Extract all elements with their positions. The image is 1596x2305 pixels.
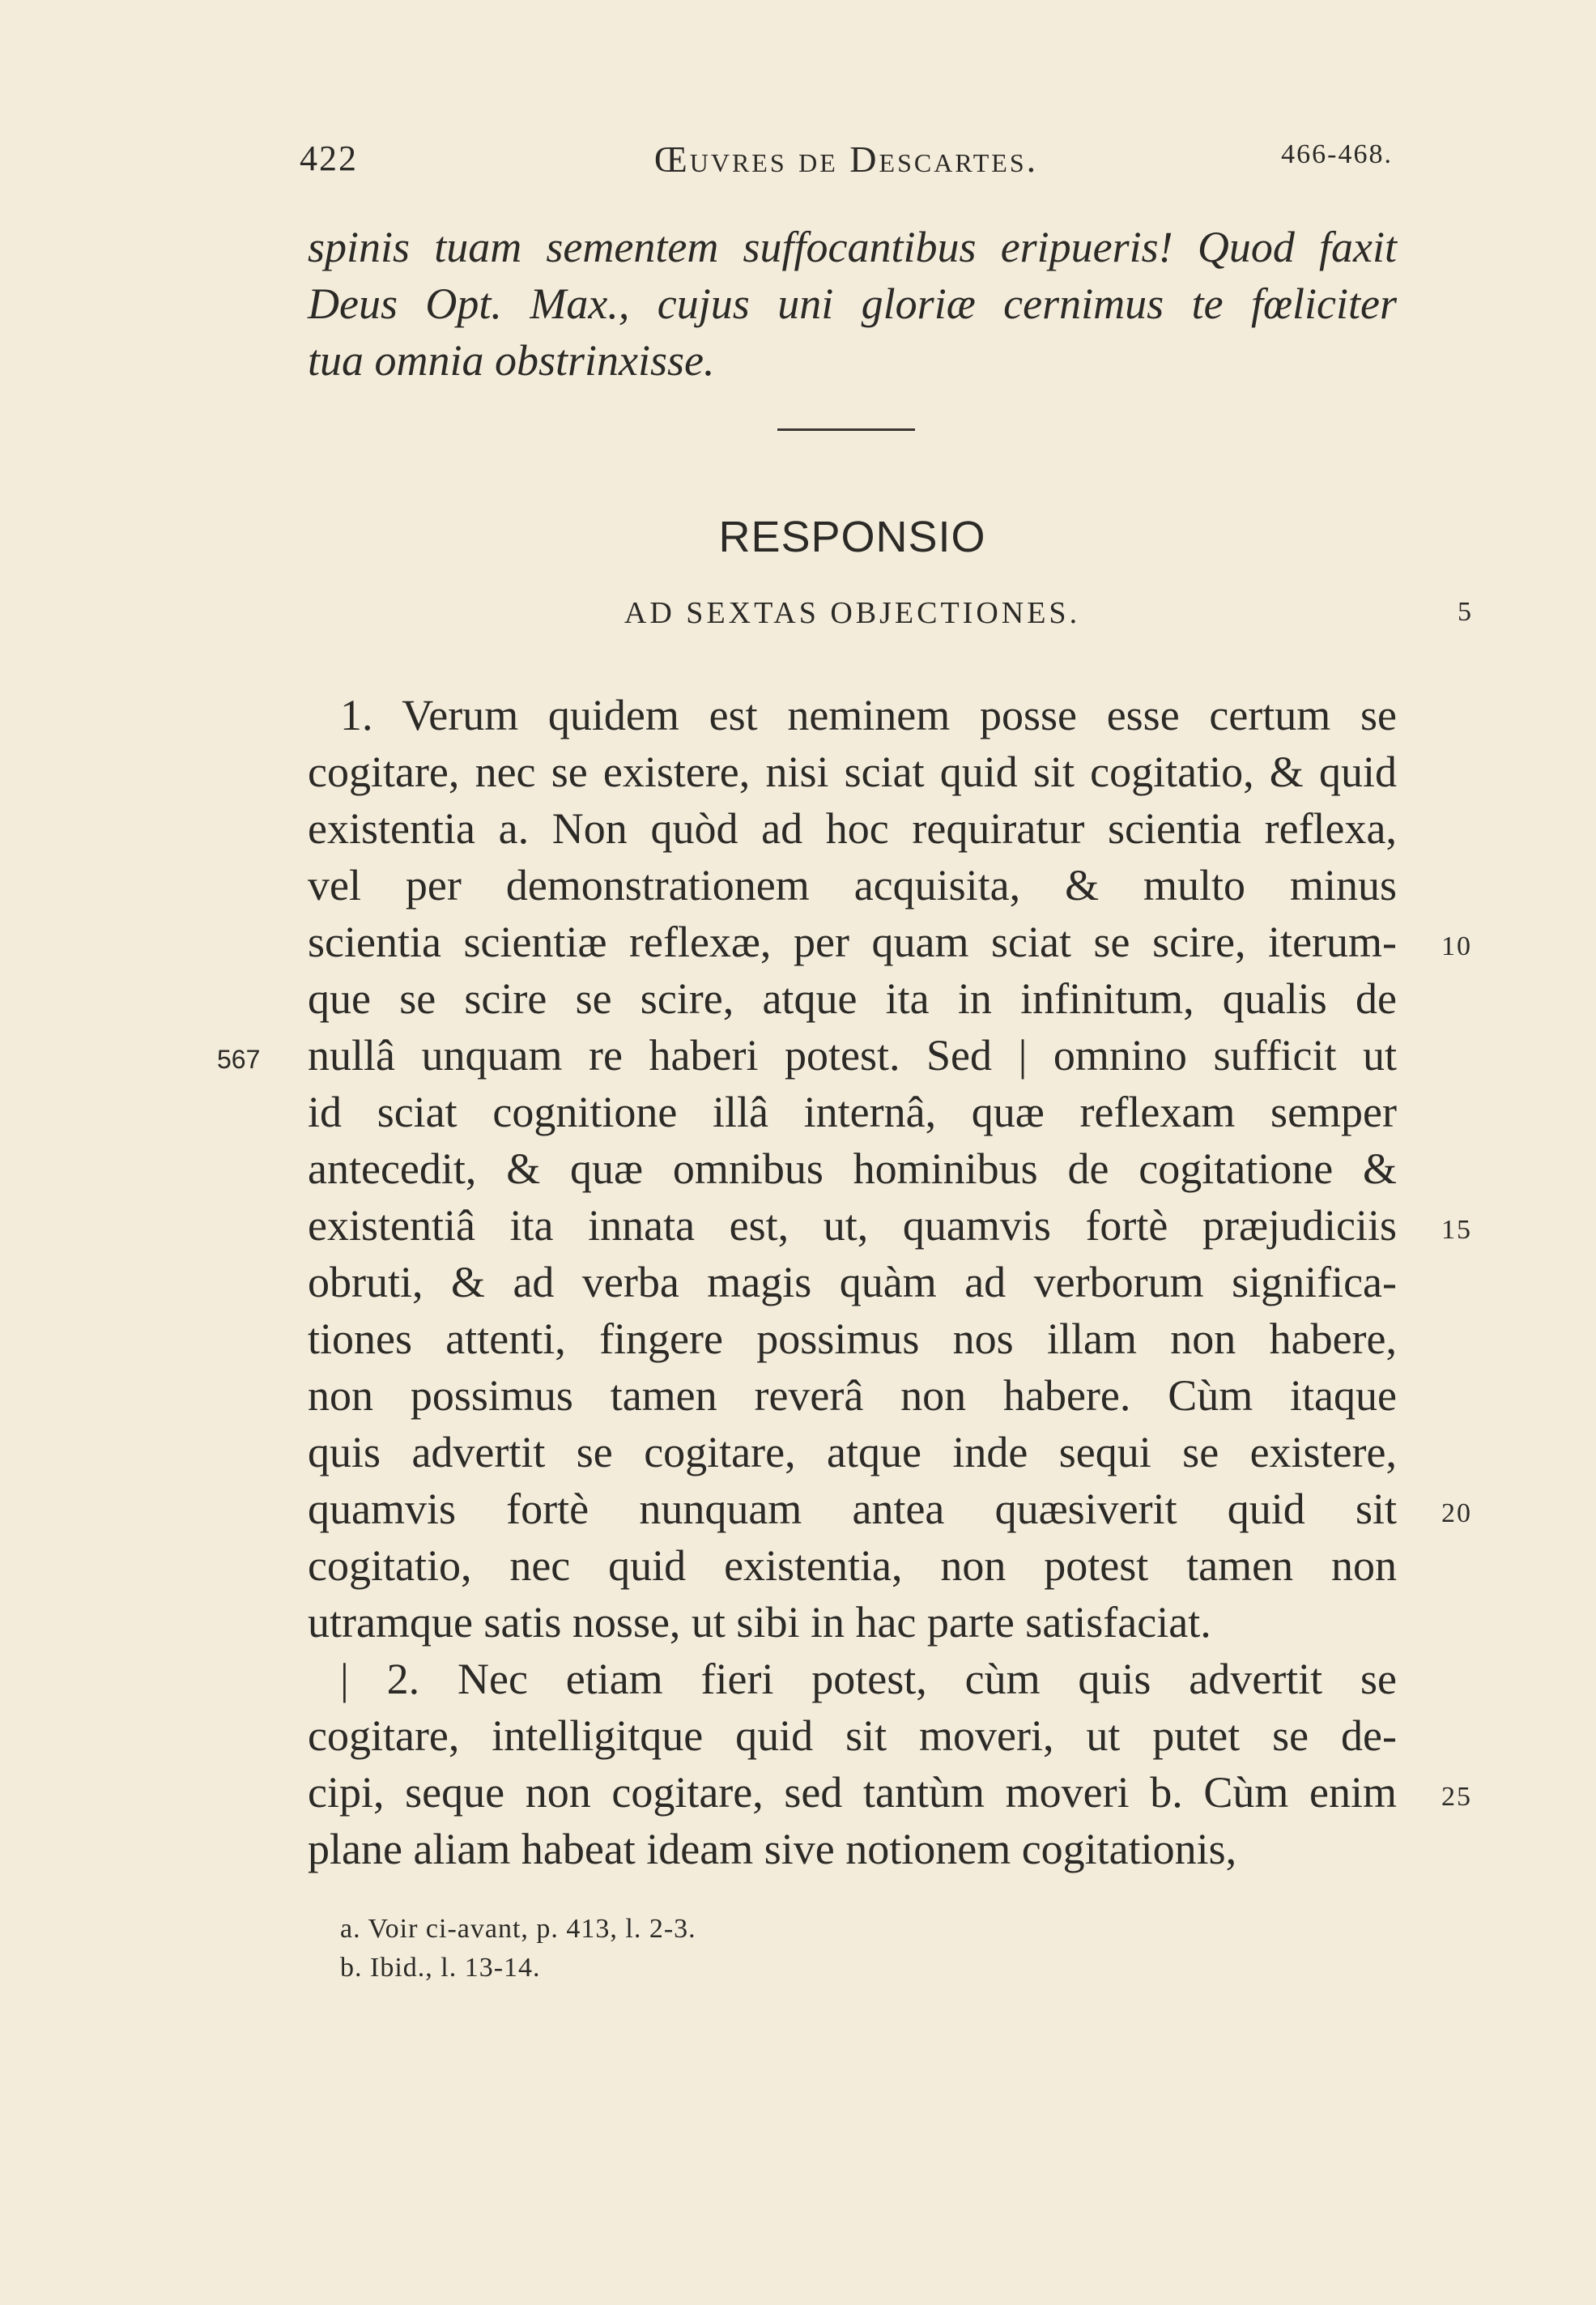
body-line: obruti, & ad verba magis quàm ad verborum significa- xyxy=(308,1258,1397,1306)
running-header xyxy=(300,138,1393,186)
continuation-line: tua omnia obstrinxisse. xyxy=(308,336,715,385)
body-line: id sciat cognitione illâ internâ, quæ reflexam semper xyxy=(308,1088,1397,1136)
body-line: quis advertit se cogitare, atque inde sequi se existere, xyxy=(308,1428,1397,1476)
body-line: quamvis fortè nunquam antea quæsiverit quid sit xyxy=(308,1485,1397,1533)
body-line: tiones attenti, fingere possimus nos illam non habere, xyxy=(308,1314,1397,1363)
line-number-5: 5 xyxy=(1458,597,1473,627)
section-subtitle: AD SEXTAS OBJECTIONES. xyxy=(624,596,1081,630)
continuation-text xyxy=(308,219,1397,389)
body-line: non possimus tamen reverâ non habere. Cùm itaque xyxy=(308,1371,1397,1420)
body-line: cipi, seque non cogitare, sed tantùm moveri b. Cùm enim xyxy=(308,1768,1397,1817)
continuation-line: Deus Opt. Max., cujus uni gloriæ cernimus te fœliciter xyxy=(308,279,1397,328)
body-line: vel per demonstrationem acquisita, & multo minus xyxy=(308,861,1397,910)
line-number-25: 25 xyxy=(1441,1782,1472,1812)
body-line: | 2. Nec etiam fieri potest, cùm quis advertit se xyxy=(340,1655,1397,1703)
margin-reference-567: 567 xyxy=(217,1045,261,1074)
body-line: scientia scientiæ reflexæ, per quam sciat se scire, iterum- xyxy=(308,918,1397,966)
body-line: existentiâ ita innata est, ut, quamvis fortè præjudiciis xyxy=(308,1201,1397,1250)
body-line: antecedit, & quæ omnibus hominibus de cogitatione & xyxy=(308,1144,1397,1193)
line-number-20: 20 xyxy=(1441,1498,1472,1528)
page-number: 422 xyxy=(300,138,358,178)
page-reference: 466-468. xyxy=(1281,139,1393,169)
body-text xyxy=(308,687,1397,1877)
body-line: nullâ unquam re haberi potest. Sed | omnino sufficit ut xyxy=(308,1031,1397,1080)
body-line: existentia a. Non quòd ad hoc requiratur scientia reflexa, xyxy=(308,804,1397,853)
body-line: cogitare, nec se existere, nisi sciat quid sit cogitatio, & quid xyxy=(308,748,1397,796)
continuation-line: spinis tuam sementem suffocantibus eripueris! Quod faxit xyxy=(308,223,1397,271)
body-line: plane aliam habeat ideam sive notionem cogitationis, xyxy=(308,1825,1237,1873)
footnotes xyxy=(340,1910,696,1988)
section-divider xyxy=(777,428,915,431)
running-title: Œuvres de Descartes. xyxy=(653,138,1039,180)
body-line: que se scire se scire, atque ita in infinitum, qualis de xyxy=(308,974,1397,1023)
line-number-15: 15 xyxy=(1441,1215,1472,1245)
body-line: 1. Verum quidem est neminem posse esse certum se xyxy=(340,691,1397,739)
body-line: utramque satis nosse, ut sibi in hac parte satisfaciat. xyxy=(308,1598,1211,1647)
line-number-10: 10 xyxy=(1441,931,1472,961)
footnote-b: b. Ibid., l. 13-14. xyxy=(340,1953,541,1983)
body-line: cogitatio, nec quid existentia, non potest tamen non xyxy=(308,1541,1397,1590)
footnote-a: a. Voir ci-avant, p. 413, l. 2-3. xyxy=(340,1914,696,1944)
section-title: RESPONSIO xyxy=(718,513,986,561)
body-line: cogitare, intelligitque quid sit moveri, ut putet se de- xyxy=(308,1711,1397,1760)
